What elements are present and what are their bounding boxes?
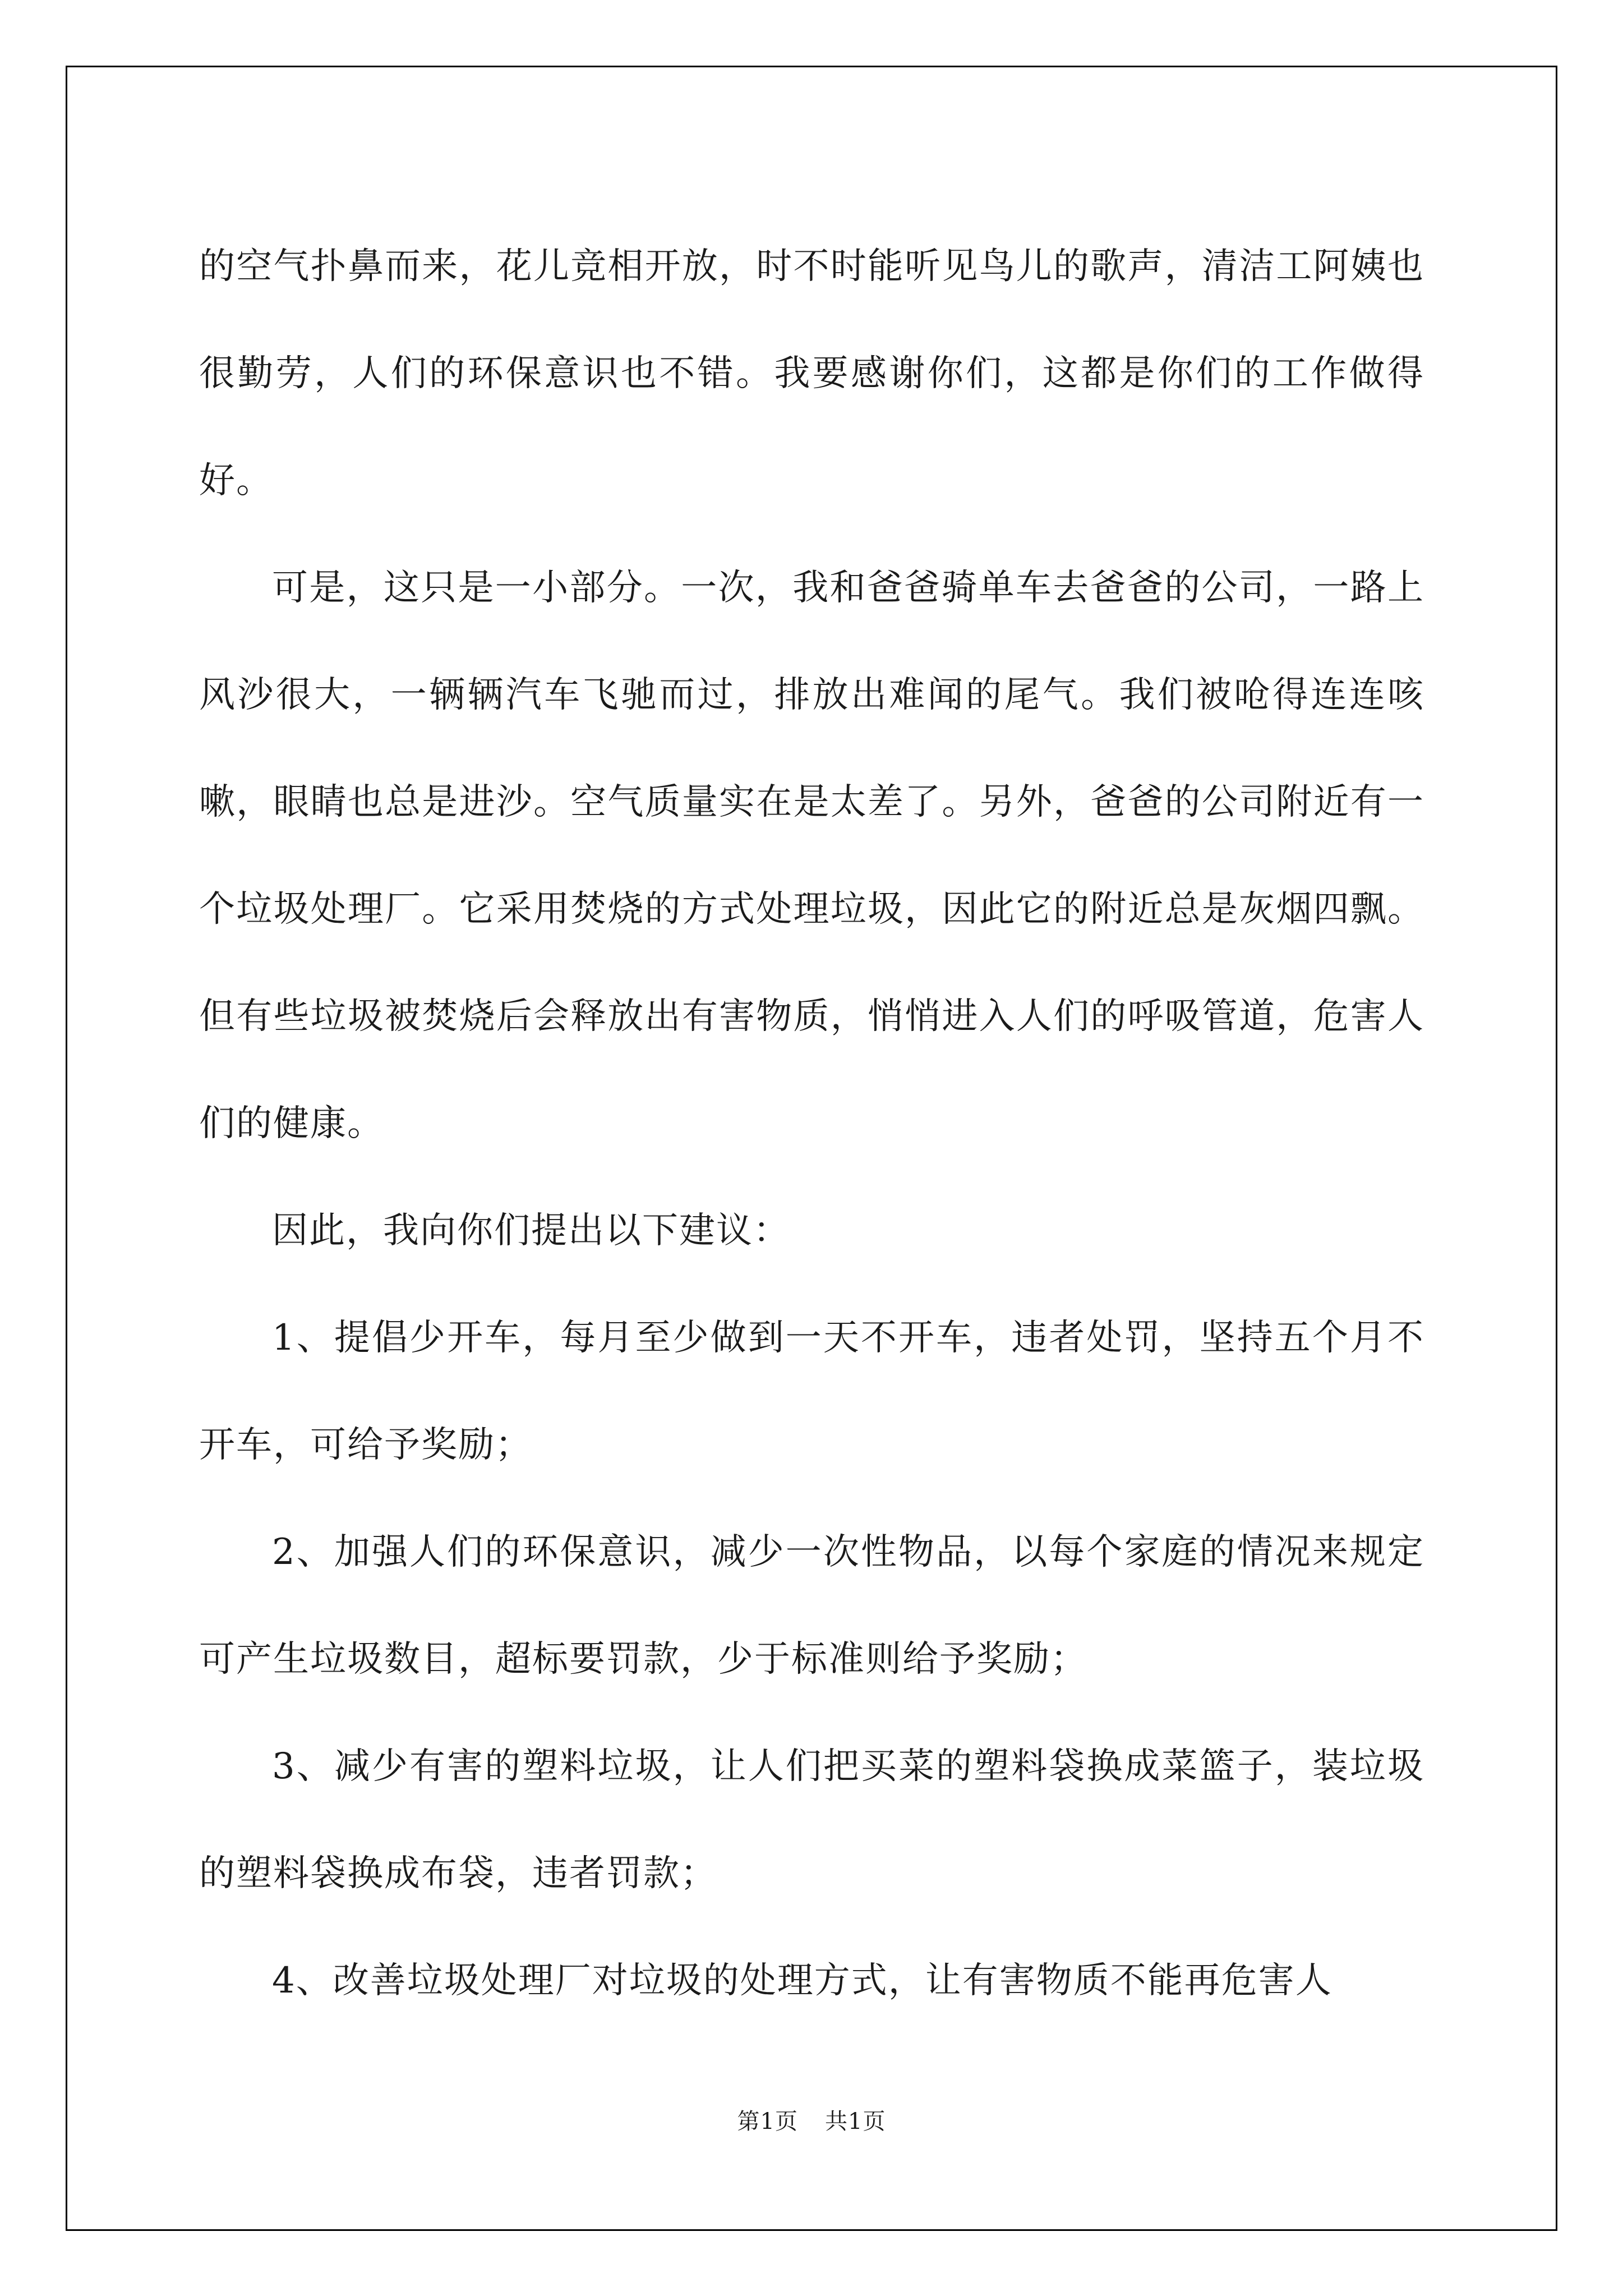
paragraph: 3、减少有害的塑料垃圾，让人们把买菜的塑料袋换成菜篮子，装垃圾的塑料袋换成布袋，违者罚款； — [199, 1746, 1424, 1894]
page-total: 共1页 — [825, 2109, 886, 2134]
paragraph: 1、提倡少开车，每月至少做到一天不开车，违者处罚，坚持五个月不开车，可给予奖励； — [199, 1317, 1424, 1466]
paragraph: 因此，我向你们提出以下建议： — [272, 1210, 790, 1251]
document-body — [199, 213, 1424, 2035]
paragraph: 4、改善垃圾处理厂对垃圾的处理方式，让有害物质不能再危害人 — [272, 1960, 1332, 2001]
paragraph: 2、加强人们的环保意识，减少一次性物品，以每个家庭的情况来规定可产生垃圾数目，超标要罚款，少于标准则给予奖励； — [199, 1531, 1424, 1680]
page-number: 第1页 — [737, 2109, 798, 2134]
page-footer — [0, 2104, 1623, 2136]
paragraph: 的空气扑鼻而来，花儿竞相开放，时不时能听见鸟儿的歌声，清洁工阿姨也很勤劳，人们的环保意识也不错。我要感谢你们，这都是你们的工作做得好。 — [199, 246, 1424, 501]
paragraph: 可是，这只是一小部分。一次，我和爸爸骑单车去爸爸的公司，一路上风沙很大，一辆辆汽车飞驰而过，排放出难闻的尾气。我们被呛得连连咳嗽，眼睛也总是进沙。空气质量实在是太差了。另外，爸爸的公司附近有一个垃圾处理厂。它采用焚烧的方式处理垃圾，因此它的附近总是灰烟四飘。但有些垃圾被焚烧后会释放出有害物质，悄悄进入人们的呼吸管道，危害人们的健康。 — [199, 567, 1424, 1144]
